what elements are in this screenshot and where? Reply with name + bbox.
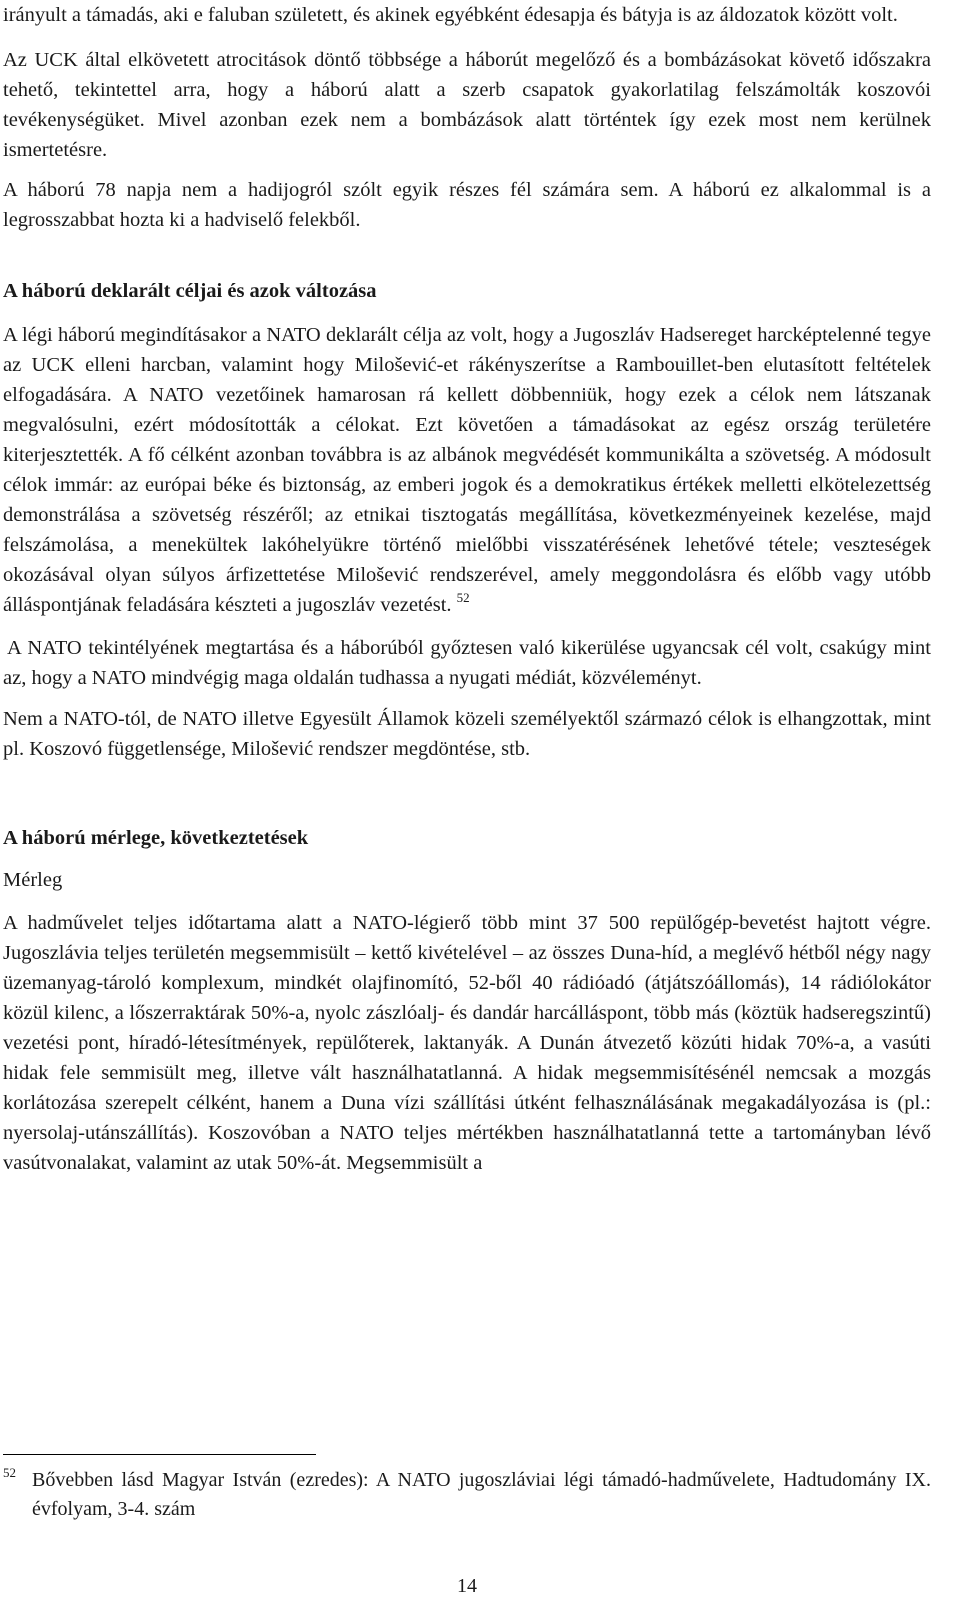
footnote — [3, 1466, 931, 1524]
paragraph-4 — [3, 320, 931, 620]
paragraph-3: A háború 78 napja nem a hadijogról szólt egyik részes fél számára sem. A háború ez alkalommal is a legrosszabbat hozta ki a hadviselő felekből. — [3, 179, 931, 231]
paragraph-4-text: A légi háború megindításakor a NATO deklarált célja az volt, hogy a Jugoszláv Hadsereget harcképtelenné tegye az UCK elleni harcban, valamint hogy Milošević-et rákényszerítse a Rambouillet-ben elutasított feltételek elfogadására. A NATO vezetőinek hamarosan rá kellett döbbenniük, hogy ezek a célok nem látszanak megvalósulni, ezért módosították a célokat. Ezt követően a támadásokat az egész ország területére kiterjesztették. A fő célként azonban továbbra is az albánok megvédését kommunikálta a szövetség. A módosult célok immár: az európai béke és biztonság, az emberi jogok és a demokratikus értékek melletti elkötelezettség demonstrálása a szövetség részéről; az etnikai tisztogatás megállítása, következményeinek kezelése, majd felszámolása, a menekültek lakóhelyükre történő mielőbbi visszatérésének lehetővé tétele; veszteségek okozásával olyan súlyos árfizettetése Milošević rendszerével, amely meggondolásra és előbb vagy utóbb álláspontjának feladására készteti a jugoszláv vezetést. — [3, 324, 931, 616]
footnote-number: 52 — [3, 1465, 16, 1480]
section-heading-goals: A háború deklarált céljai és azok változása — [3, 280, 377, 302]
paragraph-6: Nem a NATO-tól, de NATO illetve Egyesült Államok közeli személyektől származó célok is elhangzottak, mint pl. Koszovó függetlensége, Milošević rendszer megdöntése, stb. — [3, 708, 931, 760]
footnote-divider — [3, 1454, 316, 1455]
paragraph-1: irányult a támadás, aki e faluban született, és akinek egyébként édesapja és bátyja is az áldozatok között volt. — [3, 4, 898, 26]
paragraph-7: A hadművelet teljes időtartama alatt a NATO-légierő több mint 37 500 repülőgép-bevetést hajtott végre. Jugoszlávia teljes területén megsemmisült – kettő kivételével – az összes Duna-híd, a meglévő hétből négy nagy üzemanyag-tároló komplexum, mindkét olajfinomító, 52-ből 40 rádióadó (átjátszóállomás), 14 rádiólokátor közül kilenc, a lőszerraktárak 50%-a, nyolc zászlóalj- és dandár harcálláspont, több más (köztük hadseregszintű) vezetési pont, híradó-létesítmények, repülőterek, laktanyák. A Dunán átvezető közúti hidak 70%-a, a vasúti hidak fele semmisült meg, illetve vált használhatatlanná. A hidak megsemmisítésénél nemcsak a mozgás korlátozása szerepelt célként, hanem a Duna vízi szállítási útként felhasználásának megakadályozása is (pl.: nyersolaj-utánszállítás). Koszovóban a NATO teljes mértékben használhatatlanná tette a tartományban lévő vasútvonalakat, valamint az utak 50%-át. Megsemmisült a — [3, 912, 931, 1174]
section-heading-balance: A háború mérlege, következtetések — [3, 827, 309, 849]
page-number: 14 — [457, 1575, 477, 1597]
footnote-text: Bővebben lásd Magyar István (ezredes): A NATO jugoszláviai légi támadó-hadművelete, Hadtudomány IX. évfolyam, 3-4. szám — [32, 1469, 931, 1520]
footnote-reference[interactable]: 52 — [456, 590, 470, 605]
document-page — [3, 0, 931, 1178]
paragraph-2: Az UCK által elkövetett atrocitások döntő többsége a háborút megelőző és a bombázásokat követő időszakra tehető, tekintettel arra, hogy a háború alatt a szerb csapatok gyakorlatilag felszámolták koszovói tevékenységüket. Mivel azonban ezek nem a bombázások alatt történtek így ezek most nem kerülnek ismertetésre. — [3, 49, 931, 161]
subheading-balance: Mérleg — [3, 869, 63, 891]
paragraph-5: A NATO tekintélyének megtartása és a háborúból győztesen való kikerülése ugyancsak cél volt, csakúgy mint az, hogy a NATO mindvégig maga oldalán tudhassa a nyugati médiát, közvéleményt. — [3, 637, 931, 689]
